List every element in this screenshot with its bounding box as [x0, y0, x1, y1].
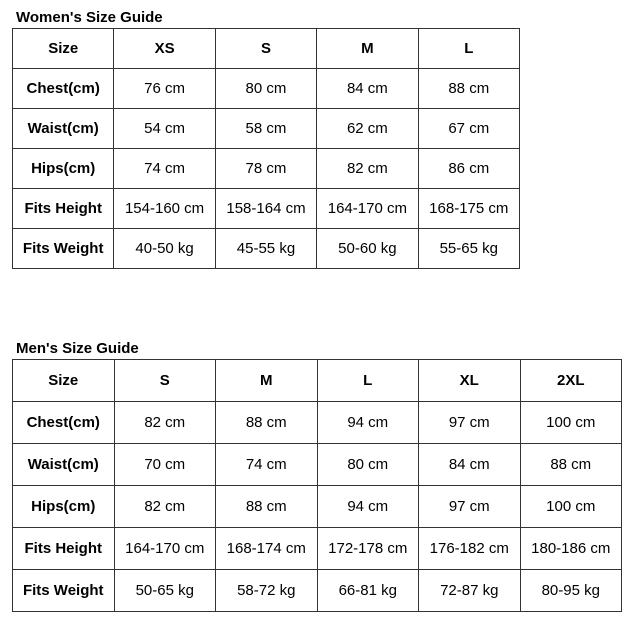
men-size-guide-title: Men's Size Guide [16, 340, 139, 357]
table-cell: 82 cm [317, 149, 418, 189]
row-label: Fits Weight [13, 229, 114, 269]
table-cell: 88 cm [520, 444, 622, 486]
table-cell: 84 cm [419, 444, 521, 486]
table-row [13, 444, 622, 486]
table-cell: 164-170 cm [317, 189, 418, 229]
header-cell: M [317, 29, 418, 69]
women-size-guide-title: Women's Size Guide [16, 9, 163, 26]
table-cell: 154-160 cm [114, 189, 215, 229]
row-label: Waist(cm) [13, 444, 115, 486]
header-cell: L [418, 29, 519, 69]
table-cell: 82 cm [114, 486, 216, 528]
table-header-row [13, 29, 520, 69]
table-cell: 62 cm [317, 109, 418, 149]
row-label: Fits Weight [13, 570, 115, 612]
table-cell: 164-170 cm [114, 528, 216, 570]
table-cell: 50-60 kg [317, 229, 418, 269]
table-cell: 58-72 kg [216, 570, 318, 612]
table-cell: 72-87 kg [419, 570, 521, 612]
table-cell: 172-178 cm [317, 528, 419, 570]
table-cell: 100 cm [520, 402, 622, 444]
table-cell: 168-174 cm [216, 528, 318, 570]
table-row [13, 189, 520, 229]
header-cell: Size [13, 29, 114, 69]
table-row [13, 69, 520, 109]
table-cell: 40-50 kg [114, 229, 215, 269]
row-label: Fits Height [13, 189, 114, 229]
table-cell: 66-81 kg [317, 570, 419, 612]
table-row [13, 486, 622, 528]
table-cell: 180-186 cm [520, 528, 622, 570]
table-cell: 94 cm [317, 486, 419, 528]
table-cell: 97 cm [419, 402, 521, 444]
table-cell: 74 cm [216, 444, 318, 486]
table-cell: 84 cm [317, 69, 418, 109]
table-cell: 74 cm [114, 149, 215, 189]
table-cell: 45-55 kg [215, 229, 316, 269]
table-cell: 100 cm [520, 486, 622, 528]
row-label: Chest(cm) [13, 402, 115, 444]
table-cell: 168-175 cm [418, 189, 519, 229]
header-cell: S [215, 29, 316, 69]
table-row [13, 109, 520, 149]
header-cell: XL [419, 360, 521, 402]
row-label: Waist(cm) [13, 109, 114, 149]
header-cell: 2XL [520, 360, 622, 402]
table-cell: 78 cm [215, 149, 316, 189]
table-cell: 80 cm [215, 69, 316, 109]
row-label: Fits Height [13, 528, 115, 570]
table-cell: 158-164 cm [215, 189, 316, 229]
table-cell: 55-65 kg [418, 229, 519, 269]
men-size-table [12, 359, 622, 612]
table-header-row [13, 360, 622, 402]
table-cell: 88 cm [418, 69, 519, 109]
women-size-table [12, 28, 520, 269]
row-label: Chest(cm) [13, 69, 114, 109]
table-row [13, 402, 622, 444]
row-label: Hips(cm) [13, 149, 114, 189]
row-label: Hips(cm) [13, 486, 115, 528]
table-row [13, 528, 622, 570]
header-cell: S [114, 360, 216, 402]
table-cell: 70 cm [114, 444, 216, 486]
table-cell: 54 cm [114, 109, 215, 149]
table-row [13, 149, 520, 189]
table-cell: 67 cm [418, 109, 519, 149]
table-cell: 88 cm [216, 486, 318, 528]
table-cell: 97 cm [419, 486, 521, 528]
table-row [13, 229, 520, 269]
header-cell: XS [114, 29, 215, 69]
header-cell: M [216, 360, 318, 402]
table-cell: 86 cm [418, 149, 519, 189]
table-cell: 176-182 cm [419, 528, 521, 570]
table-cell: 58 cm [215, 109, 316, 149]
table-cell: 82 cm [114, 402, 216, 444]
table-cell: 50-65 kg [114, 570, 216, 612]
header-cell: L [317, 360, 419, 402]
table-cell: 88 cm [216, 402, 318, 444]
header-cell: Size [13, 360, 115, 402]
table-cell: 94 cm [317, 402, 419, 444]
table-cell: 76 cm [114, 69, 215, 109]
table-row [13, 570, 622, 612]
table-cell: 80 cm [317, 444, 419, 486]
table-cell: 80-95 kg [520, 570, 622, 612]
